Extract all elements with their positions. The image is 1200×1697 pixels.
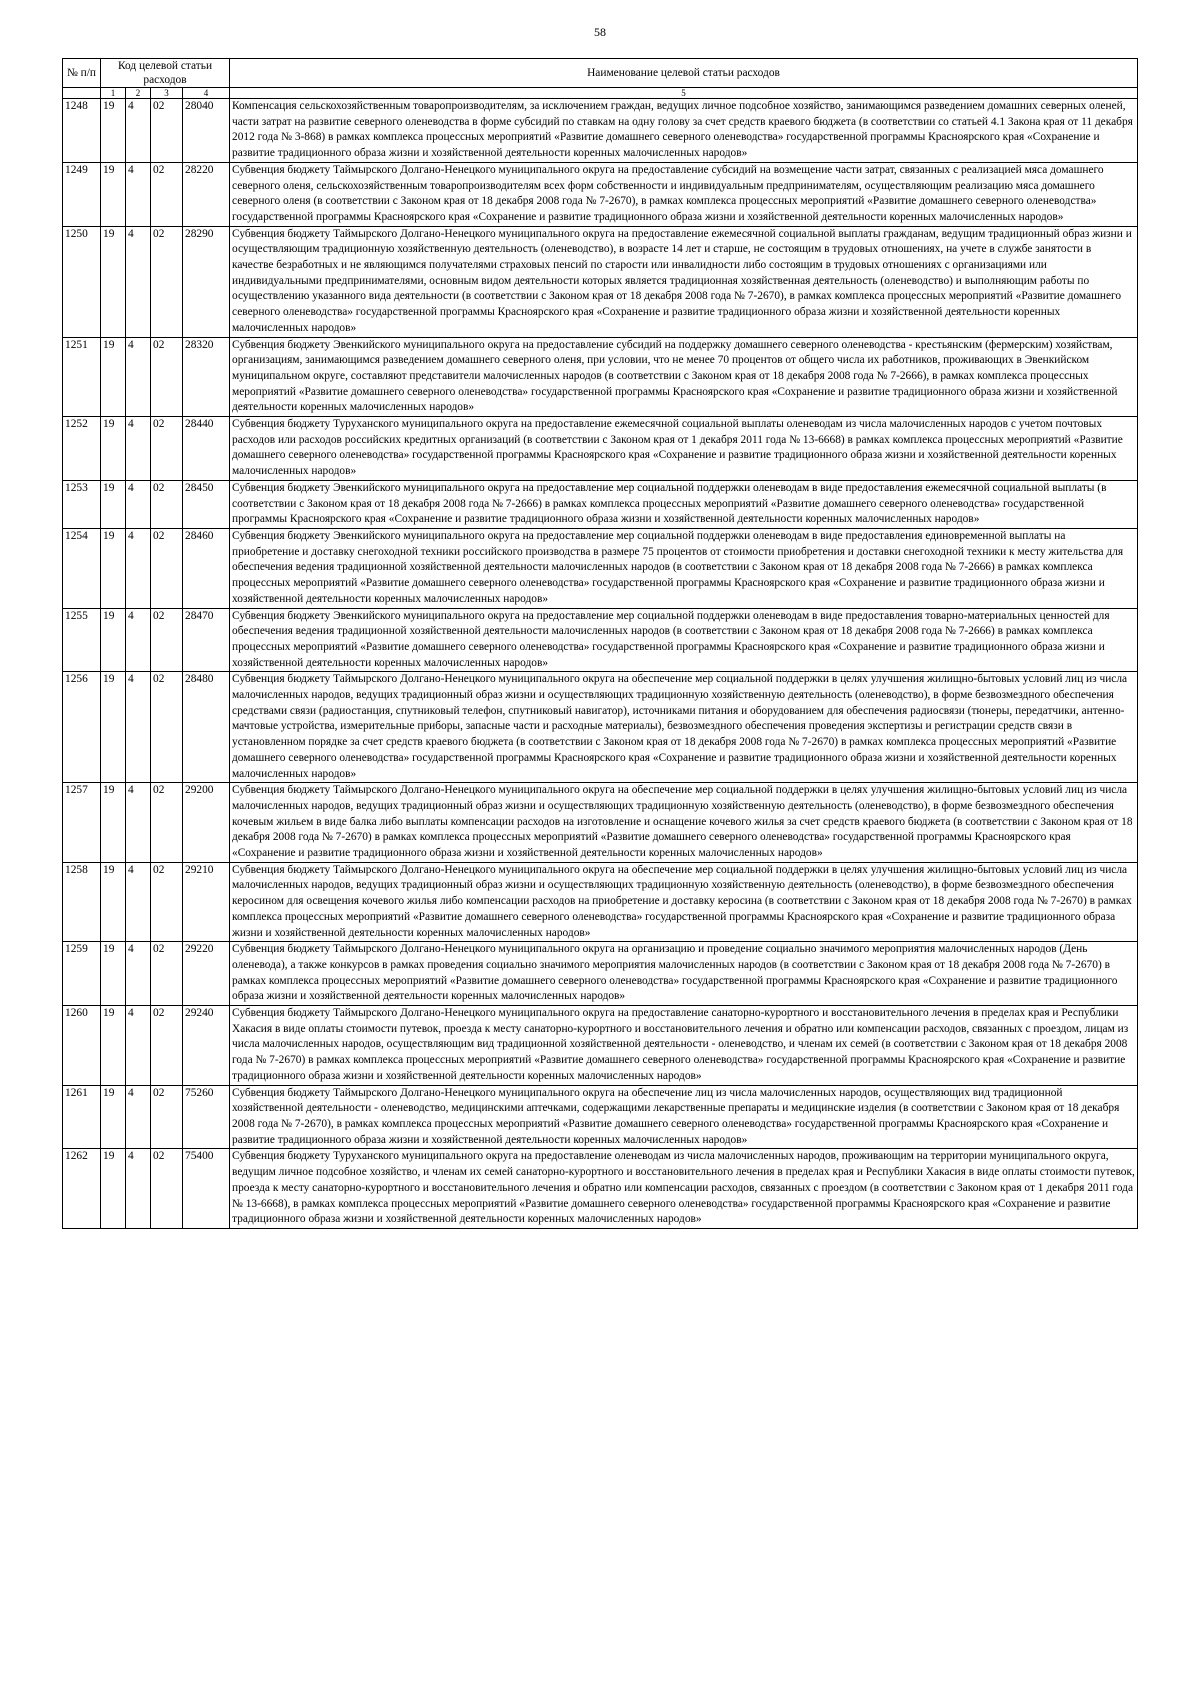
code-part-1: 19 bbox=[101, 480, 126, 528]
table-row bbox=[63, 162, 1138, 226]
table-row bbox=[63, 1085, 1138, 1149]
table-row bbox=[63, 99, 1138, 163]
code-part-4: 28450 bbox=[183, 480, 230, 528]
row-number: 1251 bbox=[63, 337, 101, 417]
column-number-row bbox=[63, 88, 1138, 99]
row-number: 1256 bbox=[63, 672, 101, 783]
row-description: Субвенция бюджету Таймырского Долгано-Ненецкого муниципального округа на обеспечение мер социальной поддержки в целях улучшения жилищно-бытовых условий лиц из числа малочисленных народов, ведущих традиционный образ жизни и осуществляющих традиционную хозяйственную деятельность (оленеводство), в форме безвозмездного обеспечения средствами связи (радиостанция, спутниковый телефон, спутниковый навигатор), источниками питания и оборудованием для обеспечения радиосвязи (тюнеры, передатчики, антенно-мачтовые устройства, измерительные приборы, запасные части и расходные материалы), безвозмездного обеспечения проведения экспертизы и регистрации средств связи в установленном порядке за счет средств краевого бюджета (в соответствии с Законом края от 18 декабря 2008 года № 7-2670) в рамках комплекса процессных мероприятий «Развитие домашнего северного оленеводства» государственной программы Красноярского края «Сохранение и развитие традиционного образа жизни и хозяйственной деятельности коренных малочисленных народов» bbox=[230, 672, 1138, 783]
row-description: Субвенция бюджету Эвенкийского муниципального округа на предоставление субсидий на поддержку домашнего северного оленеводства - крестьянским (фермерским) хозяйствам, организациям, занимающимся разведением домашнего северного оленя, при условии, что не менее 70 процентов от общего числа их работников, проживающих в Эвенкийском муниципальном округе, составляют представители малочисленных народов (в соответствии с Законом края от 18 декабря 2008 года № 7-2666), в рамках комплекса процессных мероприятий «Развитие домашнего северного оленеводства» государственной программы Красноярского края «Сохранение и развитие традиционного образа жизни и хозяйственной деятельности коренных малочисленных народов» bbox=[230, 337, 1138, 417]
code-header: Код целевой статьи расходов bbox=[101, 59, 230, 88]
row-number: 1257 bbox=[63, 783, 101, 863]
code-part-3: 02 bbox=[151, 608, 183, 672]
row-number: 1259 bbox=[63, 942, 101, 1006]
row-number: 1249 bbox=[63, 162, 101, 226]
code-part-2: 4 bbox=[126, 1006, 151, 1086]
code-part-2: 4 bbox=[126, 942, 151, 1006]
code-part-3: 02 bbox=[151, 99, 183, 163]
column-number-empty bbox=[63, 88, 101, 99]
row-description: Субвенция бюджету Туруханского муниципального округа на предоставление оленеводам из числа малочисленных народов, проживающим на территории муниципального округа, ведущим личное подсобное хозяйство, и членам их семей санаторно-курортного и восстановительного лечения в пределах края и Республики Хакасия в виде оплаты стоимости путевок, проезда к месту санаторно-курортного и восстановительного лечения и обратно или компенсации расходов, связанных с проездом (в соответствии с Законом края от 1 декабря 2011 года № 13-6668), в рамках комплекса процессных мероприятий «Развитие домашнего северного оленеводства» государственной программы Красноярского края «Сохранение и развитие традиционного образа жизни и хозяйственной деятельности коренных малочисленных народов» bbox=[230, 1149, 1138, 1229]
row-description: Субвенция бюджету Туруханского муниципального округа на предоставление ежемесячной социальной выплаты оленеводам из числа малочисленных народов с учетом почтовых расходов или расходов российских кредитных организаций (в соответствии с Законом края от 1 декабря 2011 года № 13-6668) в рамках комплекса процессных мероприятий «Развитие домашнего северного оленеводства» государственной программы Красноярского края «Сохранение и развитие традиционного образа жизни и хозяйственной деятельности коренных малочисленных народов» bbox=[230, 417, 1138, 481]
code-part-2: 4 bbox=[126, 99, 151, 163]
row-description: Субвенция бюджету Таймырского Долгано-Ненецкого муниципального округа на обеспечение мер социальной поддержки в целях улучшения жилищно-бытовых условий лиц из числа малочисленных народов, ведущих традиционный образ жизни и осуществляющих традиционную хозяйственную деятельность (оленеводство), в форме безвозмездного обеспечения керосином для освещения кочевого жилья либо компенсации расходов на приобретение и доставку керосина (в соответствии с Законом края от 18 декабря 2008 года № 7-2670) в рамках комплекса процессных мероприятий «Развитие домашнего северного оленеводства» государственной программы Красноярского края «Сохранение и развитие традиционного образа жизни и хозяйственной деятельности коренных малочисленных народов» bbox=[230, 862, 1138, 942]
code-part-1: 19 bbox=[101, 783, 126, 863]
code-part-1: 19 bbox=[101, 528, 126, 608]
code-part-2: 4 bbox=[126, 162, 151, 226]
table-row bbox=[63, 337, 1138, 417]
table-row bbox=[63, 783, 1138, 863]
code-part-1: 19 bbox=[101, 417, 126, 481]
code-part-4: 28320 bbox=[183, 337, 230, 417]
row-description: Компенсация сельскохозяйственным товаропроизводителям, за исключением граждан, ведущих личное подсобное хозяйство, занимающимся разведением домашних северных оленей, части затрат на развитие северного оленеводства в форме субсидий по ставкам на одну голову за счет средств краевого бюджета (в соответствии со статьей 4.1 Закона края от 11 декабря 2012 года № 3-868) в рамках комплекса процессных мероприятий «Развитие домашнего северного оленеводства» государственной программы Красноярского края «Сохранение и развитие традиционного образа жизни и хозяйственной деятельности коренных малочисленных народов» bbox=[230, 99, 1138, 163]
code-part-1: 19 bbox=[101, 942, 126, 1006]
code-part-4: 28480 bbox=[183, 672, 230, 783]
table-row bbox=[63, 942, 1138, 1006]
code-part-3: 02 bbox=[151, 417, 183, 481]
table-row bbox=[63, 1149, 1138, 1229]
row-description: Субвенция бюджету Эвенкийского муниципального округа на предоставление мер социальной поддержки оленеводам в виде предоставления единовременной выплаты на приобретение и доставку снегоходной техники российского производства в размере 75 процентов от стоимости приобретения и доставки снегоходной техники к месту жительства для обеспечения ведения традиционной хозяйственной деятельности малочисленных народов (в соответствии с Законом края от 18 декабря 2008 года № 7-2666) в рамках комплекса процессных мероприятий «Развитие домашнего северного оленеводства» государственной программы Красноярского края «Сохранение и развитие традиционного образа жизни и хозяйственной деятельности коренных малочисленных народов» bbox=[230, 528, 1138, 608]
table-row bbox=[63, 672, 1138, 783]
num-header: № п/п bbox=[63, 59, 101, 88]
row-description: Субвенция бюджету Эвенкийского муниципального округа на предоставление мер социальной поддержки оленеводам в виде предоставления товарно-материальных ценностей для обеспечения ведения традиционной хозяйственной деятельности малочисленных народов (в соответствии с Законом края от 18 декабря 2008 года № 7-2666) в рамках комплекса процессных мероприятий «Развитие домашнего северного оленеводства» государственной программы Красноярского края «Сохранение и развитие традиционного образа жизни и хозяйственной деятельности коренных малочисленных народов» bbox=[230, 608, 1138, 672]
code-part-4: 29210 bbox=[183, 862, 230, 942]
code-part-1: 19 bbox=[101, 337, 126, 417]
row-description: Субвенция бюджету Таймырского Долгано-Ненецкого муниципального округа на обеспечение мер социальной поддержки в целях улучшения жилищно-бытовых условий лиц из числа малочисленных народов, ведущих традиционный образ жизни и осуществляющих традиционную хозяйственную деятельность (оленеводство), в форме безвозмездного обеспечения кочевым жильем в виде балка либо выплаты компенсации расходов на изготовление и оснащение кочевого жилья за счет средств краевого бюджета (в соответствии с Законом края от 18 декабря 2008 года № 7-2670) в рамках комплекса процессных мероприятий «Развитие домашнего северного оленеводства» государственной программы Красноярского края «Сохранение и развитие традиционного образа жизни и хозяйственной деятельности коренных малочисленных народов» bbox=[230, 783, 1138, 863]
table-row bbox=[63, 417, 1138, 481]
code-part-2: 4 bbox=[126, 1149, 151, 1229]
code-part-4: 29240 bbox=[183, 1006, 230, 1086]
code-part-2: 4 bbox=[126, 417, 151, 481]
code-part-4: 29220 bbox=[183, 942, 230, 1006]
column-number: 1 bbox=[101, 88, 126, 99]
table-body bbox=[63, 99, 1138, 1229]
row-description: Субвенция бюджету Таймырского Долгано-Ненецкого муниципального округа на предоставление субсидий на возмещение части затрат, связанных с реализацией мяса домашнего северного оленя, сельскохозяйственным товаропроизводителям всех форм собственности и индивидуальным предпринимателям, осуществляющим реализацию мяса домашнего северного оленя (в соответствии с Законом края от 18 декабря 2008 года № 7-2670), в рамках комплекса процессных мероприятий «Развитие домашнего северного оленеводства» государственной программы Красноярского края «Сохранение и развитие традиционного образа жизни и хозяйственной деятельности коренных малочисленных народов» bbox=[230, 162, 1138, 226]
code-part-1: 19 bbox=[101, 1149, 126, 1229]
table-row bbox=[63, 862, 1138, 942]
code-part-2: 4 bbox=[126, 672, 151, 783]
code-part-1: 19 bbox=[101, 672, 126, 783]
code-part-3: 02 bbox=[151, 783, 183, 863]
code-part-2: 4 bbox=[126, 528, 151, 608]
row-number: 1248 bbox=[63, 99, 101, 163]
code-part-1: 19 bbox=[101, 162, 126, 226]
row-number: 1258 bbox=[63, 862, 101, 942]
code-part-2: 4 bbox=[126, 226, 151, 337]
row-number: 1261 bbox=[63, 1085, 101, 1149]
table-row bbox=[63, 1006, 1138, 1086]
code-part-3: 02 bbox=[151, 1149, 183, 1229]
code-part-2: 4 bbox=[126, 480, 151, 528]
code-part-4: 28220 bbox=[183, 162, 230, 226]
row-number: 1260 bbox=[63, 1006, 101, 1086]
row-description: Субвенция бюджету Эвенкийского муниципального округа на предоставление мер социальной поддержки оленеводам в виде предоставления ежемесячной социальной выплаты (в соответствии с Законом края от 18 декабря 2008 года № 7-2666) в рамках комплекса процессных мероприятий «Развитие домашнего северного оленеводства» государственной программы Красноярского края «Сохранение и развитие традиционного образа жизни и хозяйственной деятельности коренных малочисленных народов» bbox=[230, 480, 1138, 528]
code-part-4: 28460 bbox=[183, 528, 230, 608]
budget-table bbox=[62, 58, 1138, 1229]
code-part-4: 28040 bbox=[183, 99, 230, 163]
code-part-4: 28290 bbox=[183, 226, 230, 337]
code-part-3: 02 bbox=[151, 672, 183, 783]
code-part-4: 75260 bbox=[183, 1085, 230, 1149]
code-part-4: 29200 bbox=[183, 783, 230, 863]
column-number: 5 bbox=[230, 88, 1138, 99]
table-row bbox=[63, 226, 1138, 337]
row-number: 1254 bbox=[63, 528, 101, 608]
code-part-3: 02 bbox=[151, 528, 183, 608]
code-part-4: 28440 bbox=[183, 417, 230, 481]
code-part-3: 02 bbox=[151, 862, 183, 942]
row-description: Субвенция бюджету Таймырского Долгано-Ненецкого муниципального округа на обеспечение лиц из числа малочисленных народов, осуществляющих вид традиционной хозяйственной деятельности - оленеводство, медицинскими аптечками, содержащими лекарственные препараты и медицинские изделия (в соответствии с Законом края от 18 декабря 2008 года № 7-2670), в рамках комплекса процессных мероприятий «Развитие домашнего северного оленеводства» государственной программы Красноярского края «Сохранение и развитие традиционного образа жизни и хозяйственной деятельности коренных малочисленных народов» bbox=[230, 1085, 1138, 1149]
row-number: 1253 bbox=[63, 480, 101, 528]
table-row bbox=[63, 528, 1138, 608]
column-number: 3 bbox=[151, 88, 183, 99]
row-number: 1250 bbox=[63, 226, 101, 337]
column-number: 2 bbox=[126, 88, 151, 99]
column-number: 4 bbox=[183, 88, 230, 99]
table-row bbox=[63, 480, 1138, 528]
code-part-4: 75400 bbox=[183, 1149, 230, 1229]
code-part-3: 02 bbox=[151, 1006, 183, 1086]
code-part-1: 19 bbox=[101, 226, 126, 337]
row-number: 1255 bbox=[63, 608, 101, 672]
table-row bbox=[63, 608, 1138, 672]
row-description: Субвенция бюджету Таймырского Долгано-Ненецкого муниципального округа на организацию и проведение социально значимого мероприятия малочисленных народов (День оленевода), а также конкурсов в рамках проведения социально значимого мероприятия малочисленных народов (в соответствии с Законом края от 18 декабря 2008 года № 7-2670) в рамках комплекса процессных мероприятий «Развитие домашнего северного оленеводства» государственной программы Красноярского края «Сохранение и развитие традиционного образа жизни и хозяйственной деятельности коренных малочисленных народов» bbox=[230, 942, 1138, 1006]
code-part-3: 02 bbox=[151, 942, 183, 1006]
row-description: Субвенция бюджету Таймырского Долгано-Ненецкого муниципального округа на предоставление ежемесячной социальной выплаты гражданам, ведущим традиционный образ жизни и осуществляющим традиционную хозяйственную деятельность (оленеводство), в возрасте 14 лет и старше, не состоящим в трудовых отношениях, на учете в службе занятости в качестве безработных и не являющимся получателями страховых пенсий по старости или инвалидности либо состоящим в трудовых отношениях с организациями или индивидуальными предпринимателями, основным видом деятельности которых является традиционная хозяйственная деятельность (оленеводство) и выполняющим работы по осуществлению указанного вида деятельности (в соответствии с Законом края от 18 декабря 2008 года № 7-2670), в рамках комплекса процессных мероприятий «Развитие домашнего северного оленеводства» государственной программы Красноярского края «Сохранение и развитие традиционного образа жизни и хозяйственной деятельности коренных малочисленных народов» bbox=[230, 226, 1138, 337]
header-row bbox=[63, 59, 1138, 88]
code-part-1: 19 bbox=[101, 99, 126, 163]
code-part-3: 02 bbox=[151, 226, 183, 337]
code-part-1: 19 bbox=[101, 1085, 126, 1149]
code-part-3: 02 bbox=[151, 162, 183, 226]
code-part-2: 4 bbox=[126, 608, 151, 672]
code-part-4: 28470 bbox=[183, 608, 230, 672]
code-part-3: 02 bbox=[151, 480, 183, 528]
code-part-2: 4 bbox=[126, 337, 151, 417]
code-part-1: 19 bbox=[101, 608, 126, 672]
row-description: Субвенция бюджету Таймырского Долгано-Ненецкого муниципального округа на предоставление санаторно-курортного и восстановительного лечения в пределах края и Республики Хакасия в виде оплаты стоимости путевок, проезда к месту санаторно-курортного и восстановительного лечения и обратно или компенсации расходов, связанных с проездом, лицам из числа малочисленных народов, осуществляющим вид традиционной хозяйственной деятельности - оленеводство, и членам их семей (в соответствии с Законом края от 18 декабря 2008 года № 7-2670) в рамках комплекса процессных мероприятий «Развитие домашнего северного оленеводства» государственной программы Красноярского края «Сохранение и развитие традиционного образа жизни и хозяйственной деятельности коренных малочисленных народов» bbox=[230, 1006, 1138, 1086]
row-number: 1262 bbox=[63, 1149, 101, 1229]
code-part-2: 4 bbox=[126, 862, 151, 942]
name-header: Наименование целевой статьи расходов bbox=[230, 59, 1138, 88]
code-part-2: 4 bbox=[126, 783, 151, 863]
row-number: 1252 bbox=[63, 417, 101, 481]
code-part-3: 02 bbox=[151, 1085, 183, 1149]
code-part-3: 02 bbox=[151, 337, 183, 417]
code-part-1: 19 bbox=[101, 862, 126, 942]
code-part-1: 19 bbox=[101, 1006, 126, 1086]
page-number: 58 bbox=[594, 25, 606, 39]
code-part-2: 4 bbox=[126, 1085, 151, 1149]
